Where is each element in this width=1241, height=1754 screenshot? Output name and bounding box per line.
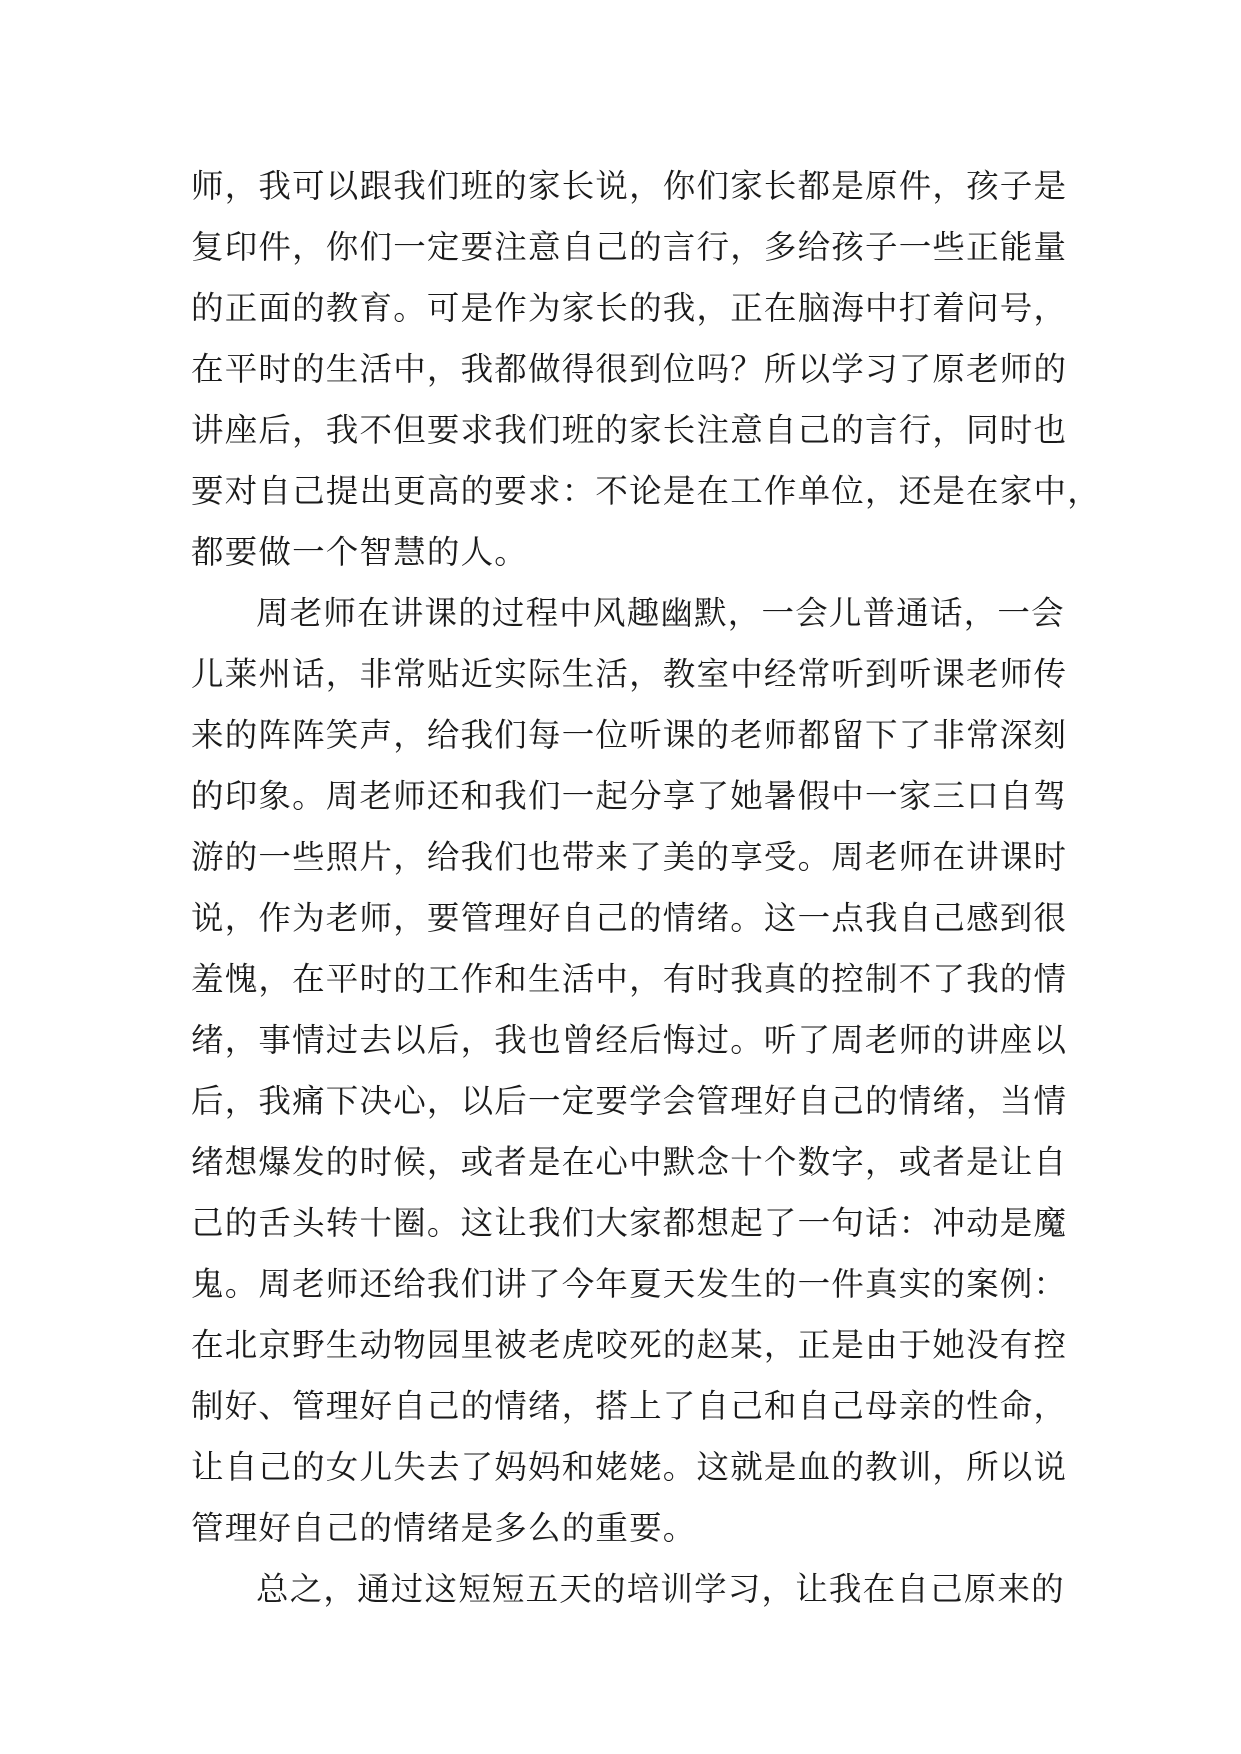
text-line: 绪，事情过去以后，我也曾经后悔过。听了周老师的讲座以 <box>191 1021 1068 1059</box>
paragraph-3 <box>191 1559 1065 1620</box>
text-line: 讲座后，我不但要求我们班的家长注意自己的言行，同时也 <box>191 411 1068 449</box>
text-line: 的正面的教育。可是作为家长的我，正在脑海中打着问号， <box>191 289 1068 327</box>
text-line: 鬼。周老师还给我们讲了今年夏天发生的一件真实的案例： <box>191 1265 1068 1303</box>
text-line: 复印件，你们一定要注意自己的言行，多给孩子一些正能量 <box>191 228 1068 266</box>
text-line: 羞愧，在平时的工作和生活中，有时我真的控制不了我的情 <box>191 960 1068 998</box>
text-line: 游的一些照片，给我们也带来了美的享受。周老师在讲课时 <box>191 838 1068 876</box>
text-line: 制好、管理好自己的情绪，搭上了自己和自己母亲的性命， <box>191 1387 1068 1425</box>
text-line: 管理好自己的情绪是多么的重要。 <box>191 1509 697 1547</box>
text-line: 己的舌头转十圈。这让我们大家都想起了一句话：冲动是魔 <box>191 1204 1068 1242</box>
document-body <box>191 156 1101 1620</box>
text-line: 在北京野生动物园里被老虎咬死的赵某，正是由于她没有控 <box>191 1326 1068 1364</box>
paragraph-2 <box>191 583 1068 1559</box>
text-line: 师，我可以跟我们班的家长说，你们家长都是原件，孩子是 <box>191 167 1068 205</box>
text-line: 绪想爆发的时候，或者是在心中默念十个数字，或者是让自 <box>191 1143 1068 1181</box>
text-line: 都要做一个智慧的人。 <box>191 533 529 571</box>
text-line: 让自己的女儿失去了妈妈和姥姥。这就是血的教训，所以说 <box>191 1448 1068 1486</box>
text-line: 总之，通过这短短五天的培训学习，让我在自己原来的 <box>256 1570 1065 1608</box>
text-line: 周老师在讲课的过程中风趣幽默，一会儿普通话，一会 <box>256 594 1065 632</box>
text-line: 来的阵阵笑声，给我们每一位听课的老师都留下了非常深刻 <box>191 716 1068 754</box>
text-line: 的印象。周老师还和我们一起分享了她暑假中一家三口自驾 <box>191 777 1068 815</box>
text-line: 要对自己提出更高的要求：不论是在工作单位，还是在家中， <box>191 472 1101 510</box>
paragraph-1 <box>191 156 1101 583</box>
text-line: 在平时的生活中，我都做得很到位吗？所以学习了原老师的 <box>191 350 1068 388</box>
text-line: 说，作为老师，要管理好自己的情绪。这一点我自己感到很 <box>191 899 1068 937</box>
text-line: 后，我痛下决心，以后一定要学会管理好自己的情绪，当情 <box>191 1082 1068 1120</box>
text-line: 儿莱州话，非常贴近实际生活，教室中经常听到听课老师传 <box>191 655 1068 693</box>
